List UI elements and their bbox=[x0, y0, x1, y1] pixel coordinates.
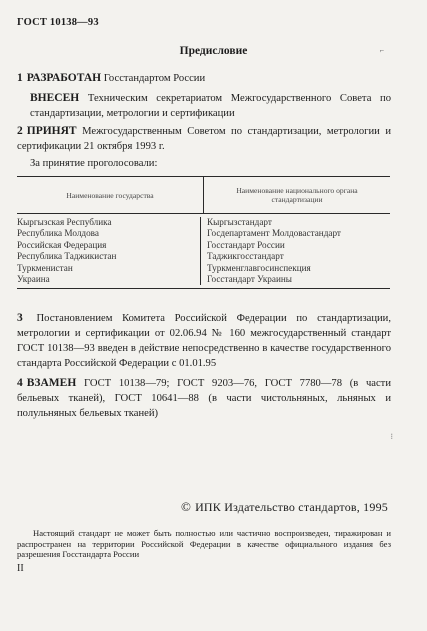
table-cell-body: Туркменглавгосинспекция bbox=[207, 262, 311, 273]
table-cell-state: Российская Федерация bbox=[17, 239, 107, 250]
gost-number: ГОСТ 10138—93 bbox=[17, 17, 99, 28]
corner-mark: ⌐ bbox=[379, 46, 384, 55]
table-body bbox=[17, 214, 390, 288]
section-text: Техническим секретариатом Межгосударственного Совета по стандартизации, метрологии и сертификации bbox=[30, 93, 392, 119]
table-cell-state: Республика Молдова bbox=[17, 228, 99, 239]
margin-mark: ⁝ bbox=[390, 432, 393, 441]
page-heading: Предисловие bbox=[179, 45, 248, 57]
section-1-introduced bbox=[17, 91, 391, 121]
table-header bbox=[17, 177, 390, 214]
header-standards-body: Наименование национального органа стандартизации bbox=[203, 177, 390, 213]
table-cell-body: Таджикгосстандарт bbox=[207, 251, 284, 262]
table-cell-state: Республика Таджикистан bbox=[17, 251, 117, 262]
section-text: ГОСТ 10138—79; ГОСТ 9203—76, ГОСТ 7780—78 (в части бельевых тканей), ГОСТ 10641—88 (в части чистольняных, льняных и полульняных бельевых тканей) bbox=[17, 378, 391, 419]
votes-table bbox=[17, 176, 390, 289]
table-cell-body: Госстандарт России bbox=[207, 239, 285, 250]
section-lead: РАЗРАБОТАН bbox=[26, 72, 102, 84]
page-number: II bbox=[17, 563, 24, 574]
section-3 bbox=[17, 311, 391, 371]
section-text: Межгосударственным Советом по стандартизации, метрологии и сертификации 21 октября 1993 г. bbox=[17, 126, 391, 152]
copyright-icon: © bbox=[180, 499, 192, 514]
votes-caption: За принятие проголосовали: bbox=[30, 158, 158, 169]
header-state: Наименование государства bbox=[66, 190, 154, 200]
bodies-column bbox=[200, 217, 390, 285]
section-number: 4 bbox=[17, 377, 23, 389]
section-number: 1 bbox=[17, 72, 23, 84]
table-cell-state: Кыргызская Республика bbox=[17, 217, 112, 227]
section-lead: ВНЕСЕН bbox=[30, 92, 80, 104]
copyright-text: ИПК Издательство стандартов, 1995 bbox=[195, 500, 388, 514]
table-cell-state: Украина bbox=[17, 274, 50, 285]
section-text: Госстандартом России bbox=[103, 73, 206, 84]
section-lead: ВЗАМЕН bbox=[26, 377, 77, 389]
table-cell-body: Госдепартамент Молдовастандарт bbox=[207, 228, 341, 239]
table-cell-body: Кыргызстандарт bbox=[207, 217, 272, 227]
section-text: Постановлением Комитета Российской Федерации по стандартизации, метрологии и сертификации от 02.06.94 № 160 межгосударственный стандарт ГОСТ 10138—93 введен в действие непосредственно в качестве государственного стандарта Российской Федерации с 01.01.95 bbox=[17, 313, 391, 369]
section-number: 3 bbox=[17, 312, 23, 324]
states-column bbox=[17, 217, 200, 285]
section-4 bbox=[17, 376, 391, 421]
section-number: 2 bbox=[17, 125, 23, 137]
section-lead: ПРИНЯТ bbox=[26, 125, 77, 137]
section-2 bbox=[17, 124, 391, 154]
reproduction-notice: Настоящий стандарт не может быть полностью или частично воспроизведен, тиражирован и распространен на территории Российской Федерации в качестве официального издания без разрешения Госстандарта России bbox=[17, 528, 391, 560]
table-cell-state: Туркменистан bbox=[17, 262, 73, 273]
section-1 bbox=[17, 71, 391, 86]
table-cell-body: Госстандарт Украины bbox=[207, 274, 292, 285]
copyright-line bbox=[181, 499, 388, 515]
